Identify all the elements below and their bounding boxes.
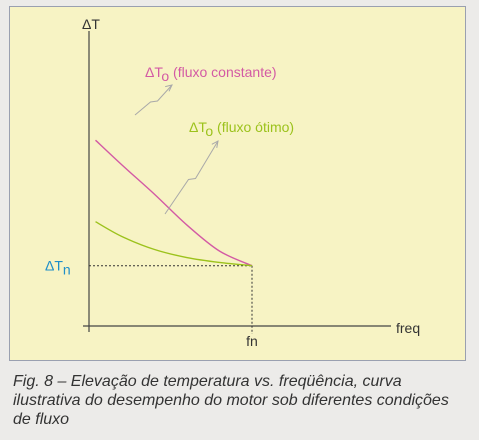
annotation-arrow-constante (135, 85, 172, 115)
chart-panel (9, 6, 466, 361)
x-axis-label: freq (396, 320, 421, 336)
y-axis-label: ΔT (82, 16, 100, 32)
figure-caption: Fig. 8 – Elevação de temperatura vs. freqüência, curva ilustrativa do desempenho do motor sob diferentes condições de fluxo (13, 373, 449, 428)
chart-svg (10, 7, 467, 362)
series-label-fluxo-otimo: ΔTo (fluxo ótimo) (189, 119, 295, 139)
annotation-arrow-otimo (165, 141, 218, 214)
series-line-fluxo-constante (96, 140, 252, 266)
y-tick-label: ΔTn (45, 257, 71, 278)
x-tick-label: fn (246, 333, 258, 349)
series-label-fluxo-constante: ΔTo (fluxo constante) (145, 64, 277, 84)
series-line-fluxo-otimo (96, 222, 252, 266)
